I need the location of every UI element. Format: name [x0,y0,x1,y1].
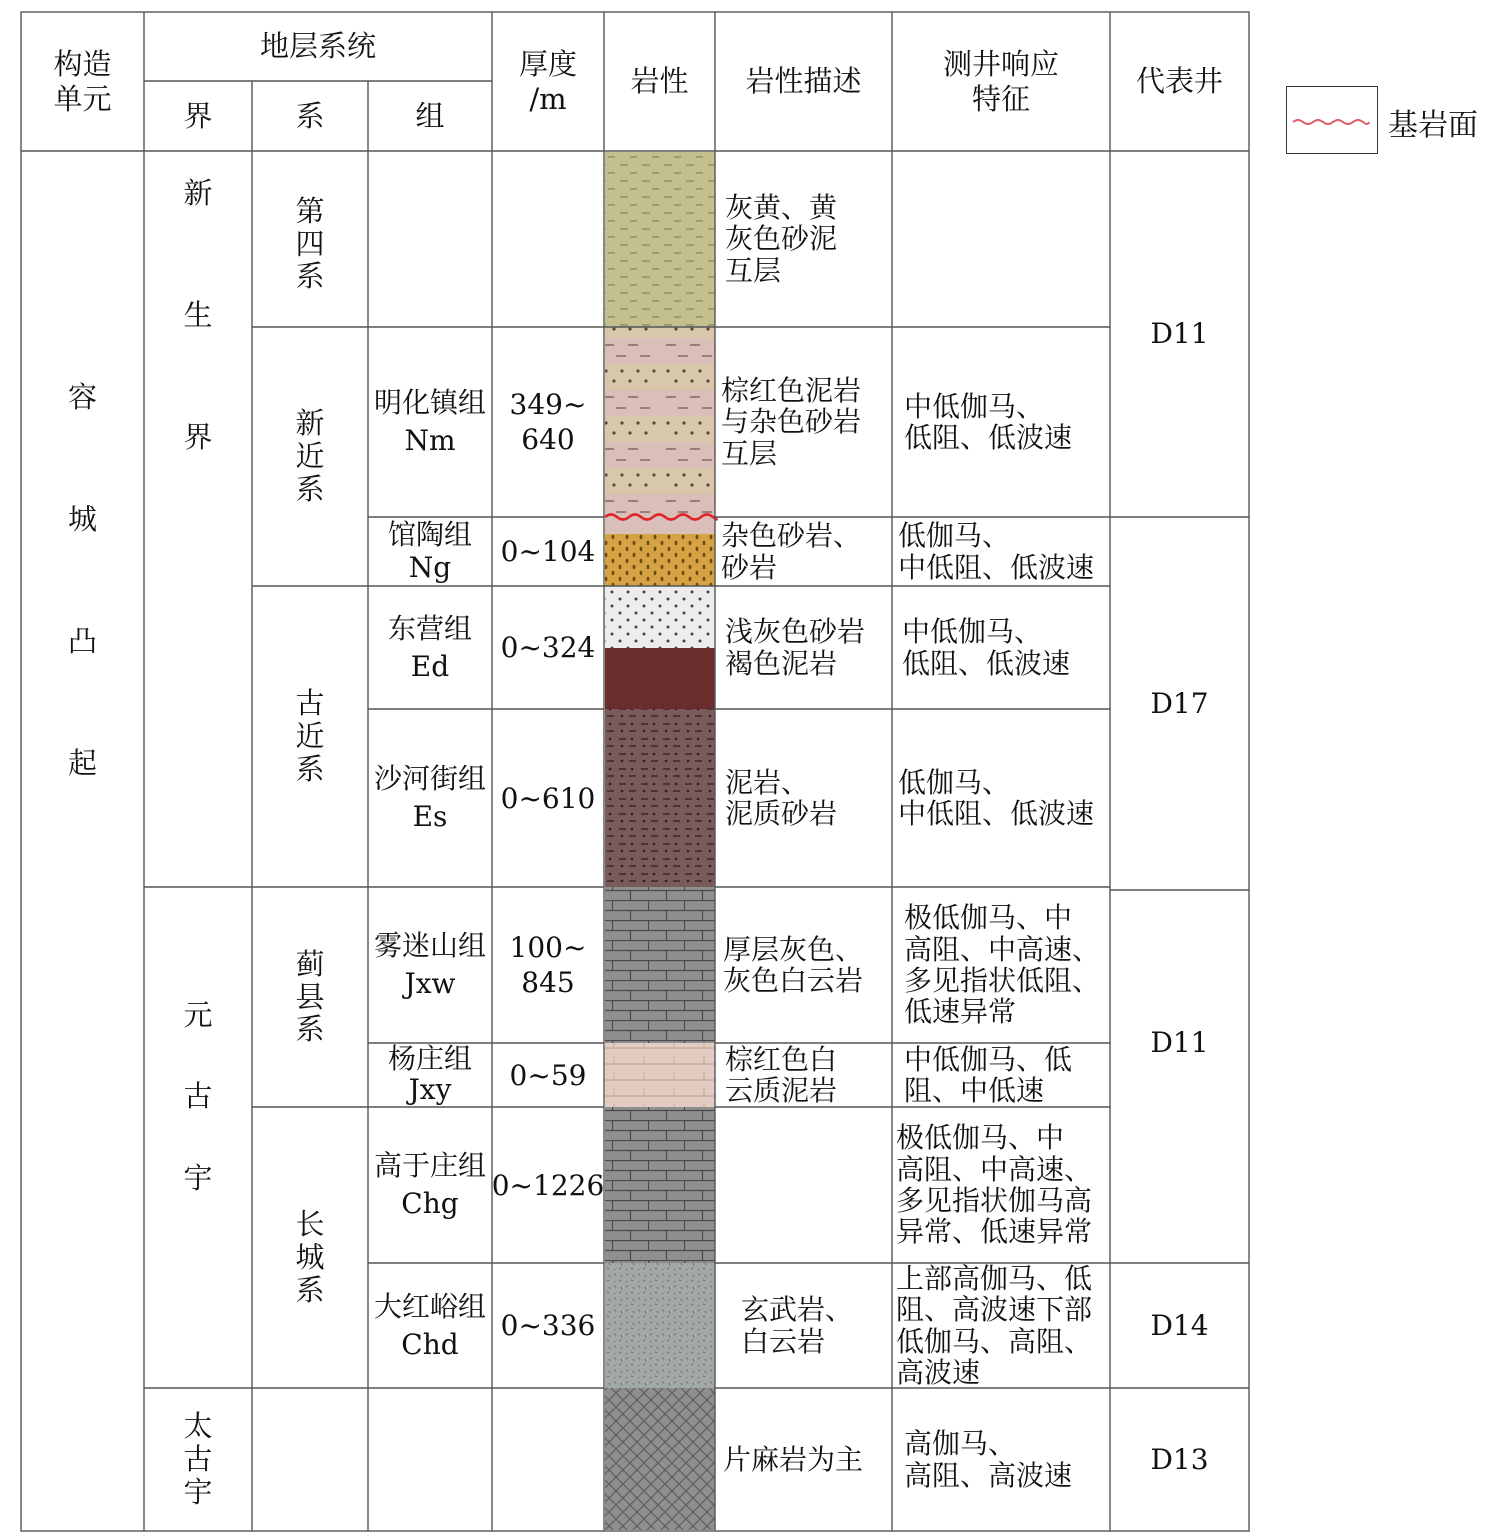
lith-dongying-mud [605,648,715,709]
log-dahongyu: 上部高伽马、低 阻、高波速下部 低伽马、高阻、 高波速 [896,1261,1093,1389]
lith-minghuazhen [605,327,715,517]
legend-label: 基岩面 [1388,108,1478,143]
log-minghuazhen: 中低伽马、 低阻、低波速 [904,389,1073,454]
formation-gaoyuzhuang: 高于庄组 Chg [373,1149,486,1220]
lith-guantao-pattern [605,534,715,586]
structural-unit-label: 容 城 凸 起 [67,380,97,780]
erathem-archean: 太 古 宇 [183,1409,213,1509]
desc-yangzhuang: 棕红色白 云质泥岩 [725,1042,838,1107]
thickness-guantao: 0~104 [500,535,596,568]
thickness-gaoyuzhuang: 0~1226 [491,1168,605,1202]
log-yangzhuang: 中低伽马、低 阻、中低速 [904,1042,1073,1107]
lithology-column [605,152,717,1530]
well-d14: D14 [1150,1308,1209,1342]
erathem-proterozoic: 元 古 宇 [183,998,213,1195]
header-system: 系 [295,98,325,133]
lith-wumishan [605,887,715,1043]
system-quaternary: 第 四 系 [295,193,325,294]
formation-yangzhuang: 杨庄组 Jxy [387,1042,472,1106]
erathem-cenozoic: 新 生 界 [183,176,213,454]
header-formation: 组 [415,98,445,133]
log-shahejie: 低伽马、 中低阻、低波速 [898,765,1095,830]
well-d13: D13 [1150,1442,1209,1476]
desc-archean: 片麻岩为主 [723,1442,864,1476]
log-archean: 高伽马、 高阻、高波速 [904,1427,1073,1492]
formation-dongying: 东营组 Ed [387,611,472,683]
log-wumishan: 极低伽马、中 高阻、中高速、 多见指状低阻、 低速异常 [904,901,1101,1029]
formation-dahongyu: 大红峪组 Chd [373,1289,486,1361]
system-changcheng: 长 城 系 [295,1207,325,1307]
desc-dahongyu: 玄武岩、 白云岩 [741,1293,854,1358]
log-guantao: 低伽马、 中低阻、低波速 [898,519,1095,584]
header-unit: 构造 单元 [53,46,112,116]
legend-box [1286,86,1378,154]
header-representative-well: 代表井 [1135,64,1223,99]
lith-dongying-sand-pattern [605,586,715,648]
well-d11-lower: D11 [1150,1026,1209,1060]
formation-wumishan: 雾迷山组 Jxw [373,929,486,1000]
header-lithology: 岩性 [630,64,689,99]
formation-minghuazhen: 明化镇组 Nm [373,386,486,457]
lith-yangzhuang-pattern [605,1043,715,1107]
thickness-minghuazhen: 349~ 640 [509,388,587,456]
header-lithology-description: 岩性描述 [745,64,862,99]
header-thickness: 厚度 /m [518,46,577,116]
lith-shahejie-pattern [605,709,715,887]
desc-wumishan: 厚层灰色、 灰色白云岩 [723,932,864,997]
lith-dahongyu [605,1263,715,1388]
header-erathem: 界 [183,98,213,133]
formation-shahejie: 沙河街组 Es [373,762,486,833]
desc-shahejie: 泥岩、 泥质砂岩 [725,765,838,830]
desc-quaternary: 灰黄、黄 灰色砂泥 互层 [725,190,838,287]
bedrock-surface-legend-icon [1287,87,1376,152]
thickness-yangzhuang: 0~59 [509,1058,587,1092]
thickness-shahejie: 0~610 [500,781,596,815]
desc-minghuazhen: 棕红色泥岩 与杂色砂岩 互层 [721,373,862,470]
system-neogene: 新 近 系 [295,406,325,506]
log-dongying: 中低伽马、 低阻、低波速 [902,615,1071,680]
lith-gaoyuzhuang [605,1107,715,1263]
header-log-response: 测井响应 特征 [942,46,1059,116]
well-d11-upper: D11 [1150,317,1209,351]
header-strat-system: 地层系统 [259,29,376,64]
desc-guantao: 杂色砂岩、 砂岩 [721,519,862,584]
log-gaoyuzhuang: 极低伽马、中 高阻、中高速、 多见指状伽马高 异常、低速异常 [896,1121,1093,1249]
lith-archean [605,1388,715,1530]
system-jixian: 蓟 县 系 [295,946,325,1047]
formation-guantao: 馆陶组 Ng [387,518,472,584]
well-d17: D17 [1150,686,1209,720]
thickness-dongying: 0~324 [500,631,596,664]
system-paleogene: 古 近 系 [295,686,325,786]
desc-dongying: 浅灰色砂岩 褐色泥岩 [725,615,866,680]
lith-quaternary-pattern [605,152,715,327]
thickness-dahongyu: 0~336 [500,1309,596,1342]
thickness-wumishan: 100~ 845 [509,931,587,999]
